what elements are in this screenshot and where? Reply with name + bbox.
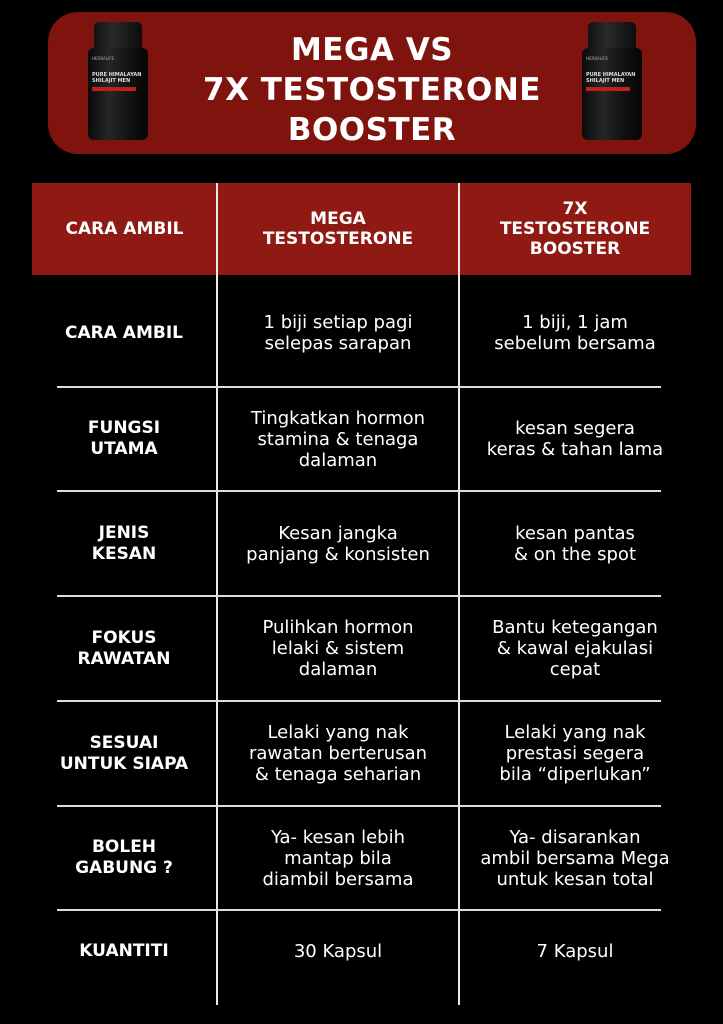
row-label-text: UTAMA xyxy=(90,439,158,459)
banner-title-line: 7X TESTOSTERONE xyxy=(203,72,541,108)
mega-text: mantap bila xyxy=(284,847,392,869)
sevenx-cell xyxy=(460,702,690,805)
mega-cell xyxy=(218,492,458,595)
row-label-text: JENIS xyxy=(98,522,150,543)
table-row xyxy=(32,280,691,386)
sevenx-cell xyxy=(460,807,690,909)
sevenx-text: cepat xyxy=(549,659,601,680)
bottle-cap xyxy=(588,22,636,50)
banner-title xyxy=(198,30,546,150)
bottle-cap xyxy=(94,22,142,50)
sevenx-text: sebelum bersama xyxy=(494,333,656,354)
bottle-label xyxy=(92,56,144,91)
mega-text: 30 Kapsul xyxy=(293,940,383,962)
row-label xyxy=(32,492,216,595)
row-label-text: UNTUK SIAPA xyxy=(59,753,189,774)
sevenx-text: 7 Kapsul xyxy=(536,940,614,962)
mega-text: dalaman xyxy=(298,659,378,680)
row-label-text: KESAN xyxy=(91,543,157,564)
bottle-name: PURE HIMALAYAN xyxy=(92,72,142,78)
bottle-stripe xyxy=(92,87,136,91)
bottle-label xyxy=(586,56,638,91)
sevenx-text: 1 biji, 1 jam xyxy=(522,312,628,333)
bottle-name: SHILAJIT MEN xyxy=(586,78,625,84)
banner-title-line: BOOSTER xyxy=(287,112,457,148)
row-label-text: FOKUS xyxy=(91,627,157,648)
header-text: TESTOSTERONE xyxy=(262,229,414,249)
sevenx-text: untuk kesan total xyxy=(496,868,654,890)
mega-text: 1 biji setiap pagi xyxy=(263,312,413,333)
table-row xyxy=(32,702,691,805)
header-text: TESTOSTERONE xyxy=(499,219,651,239)
row-label-text: BOLEH xyxy=(91,837,157,857)
header-text: CARA AMBIL xyxy=(65,219,184,239)
header-text: 7X xyxy=(562,199,588,219)
row-label-text: GABUNG ? xyxy=(75,858,173,878)
row-label xyxy=(32,280,216,386)
bottle-stripe xyxy=(586,87,630,91)
sevenx-cell xyxy=(460,492,690,595)
mega-cell xyxy=(218,597,458,700)
table-row xyxy=(32,388,691,490)
mega-cell xyxy=(218,280,458,386)
sevenx-text: Bantu ketegangan xyxy=(492,617,658,638)
mega-cell xyxy=(218,388,458,490)
mega-text: dalaman xyxy=(298,449,378,471)
header-cell-cara-ambil xyxy=(32,183,217,275)
sevenx-text: kesan segera xyxy=(515,418,635,439)
comparison-table-header xyxy=(32,183,691,275)
table-row xyxy=(32,807,691,909)
product-bottle-image xyxy=(88,22,148,142)
bottle-jar xyxy=(88,48,148,140)
mega-cell xyxy=(218,702,458,805)
header-text: MEGA xyxy=(310,209,366,229)
bottle-jar xyxy=(582,48,642,140)
mega-text: Tingkatkan hormon xyxy=(250,407,426,429)
row-label xyxy=(32,807,216,909)
row-label xyxy=(32,388,216,490)
mega-text: stamina & tenaga xyxy=(257,428,419,450)
sevenx-cell xyxy=(460,280,690,386)
table-row xyxy=(32,597,691,700)
mega-text: & tenaga seharian xyxy=(254,764,422,785)
sevenx-text: prestasi segera xyxy=(505,743,645,764)
row-label-text: RAWATAN xyxy=(77,648,171,669)
bottle-brand: HERBALIFE xyxy=(586,56,609,61)
sevenx-text: bila “diperlukan” xyxy=(499,764,651,785)
sevenx-text: kesan pantas xyxy=(515,522,635,544)
sevenx-text: & on the spot xyxy=(513,543,637,565)
mega-text: selepas sarapan xyxy=(264,333,412,354)
bottle-name: PURE HIMALAYAN xyxy=(586,72,636,78)
sevenx-text: keras & tahan lama xyxy=(486,439,664,460)
product-bottle-image xyxy=(582,22,642,142)
bottle-brand: HERBALIFE xyxy=(92,56,115,61)
row-label-text: KUANTITI xyxy=(79,940,169,961)
mega-text: Ya- kesan lebih xyxy=(270,826,406,848)
sevenx-text: Lelaki yang nak xyxy=(504,722,646,743)
mega-cell xyxy=(218,807,458,909)
mega-text: diambil bersama xyxy=(262,868,414,890)
sevenx-cell xyxy=(460,597,690,700)
mega-cell xyxy=(218,911,458,991)
mega-text: Pulihkan hormon xyxy=(262,617,414,638)
sevenx-text: Ya- disarankan xyxy=(509,826,641,848)
row-label-text: SESUAI xyxy=(89,732,159,753)
sevenx-cell xyxy=(460,911,690,991)
mega-text: Kesan jangka xyxy=(278,522,398,544)
row-label-text: FUNGSI xyxy=(87,418,161,438)
row-label xyxy=(32,597,216,700)
row-label xyxy=(32,911,216,991)
mega-text: lelaki & sistem xyxy=(271,638,405,659)
row-label xyxy=(32,702,216,805)
sevenx-cell xyxy=(460,388,690,490)
bottle-name: SHILAJIT MEN xyxy=(92,78,131,84)
row-label-text: CARA AMBIL xyxy=(65,322,183,343)
mega-text: panjang & konsisten xyxy=(246,543,430,565)
header-cell-mega xyxy=(217,183,459,275)
sevenx-text: & kawal ejakulasi xyxy=(496,638,654,659)
table-row xyxy=(32,911,691,991)
mega-text: rawatan berterusan xyxy=(248,743,428,764)
header-text: BOOSTER xyxy=(529,239,621,259)
sevenx-text: ambil bersama Mega xyxy=(480,847,670,869)
table-row xyxy=(32,492,691,595)
mega-text: Lelaki yang nak xyxy=(267,722,409,743)
header-cell-7x xyxy=(459,183,691,275)
banner-title-line: MEGA VS xyxy=(290,32,454,68)
